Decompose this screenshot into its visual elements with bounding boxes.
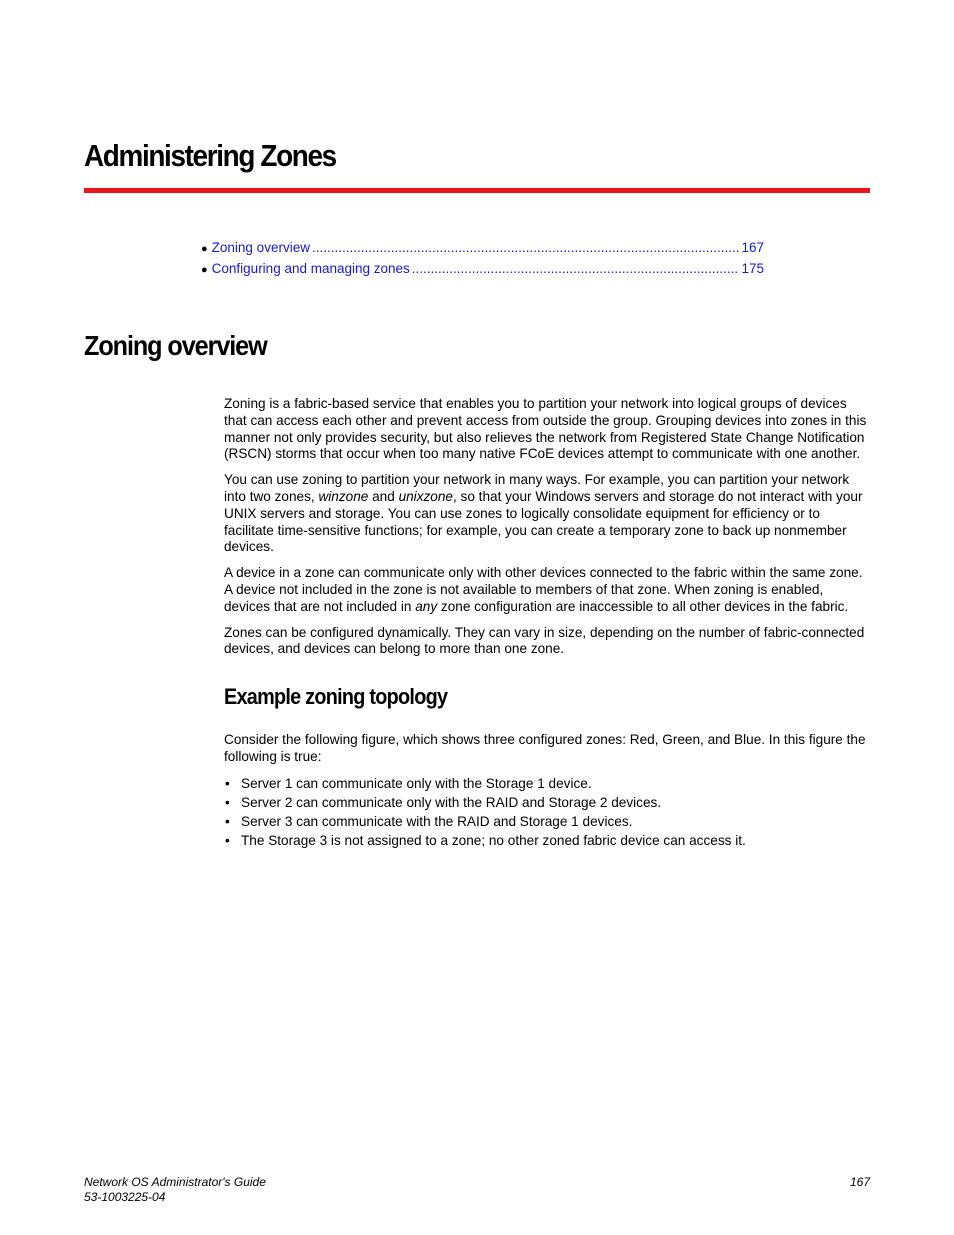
footer-page-number: 167 xyxy=(849,1175,870,1189)
zone-name-winzone: winzone xyxy=(318,488,369,504)
text-run: , so that your Windows servers and storage do not interact with your UNIX servers and storage. You can use zones to logically consolidate equipment for efficiency or to facilitate time-sensitive functions; for example, you can create a temporary zone to back up nonmember devices. xyxy=(224,488,863,555)
footer-guide-title: Network OS Administrator's Guide xyxy=(84,1175,266,1189)
list-item: • Server 3 can communicate with the RAID and Storage 1 devices. xyxy=(224,814,872,833)
toc-entry-configuring-zones[interactable] xyxy=(201,261,764,282)
chapter-divider xyxy=(84,188,870,193)
emphasis-any: any xyxy=(415,598,438,614)
text-run: You can use zoning to partition your network in many ways. For example, you can partition your network into two zones, xyxy=(224,472,850,504)
list-item: • Server 2 can communicate only with the RAID and Storage 2 devices. xyxy=(224,795,872,814)
footer-doc-number: 53-1003225-04 xyxy=(84,1190,166,1204)
bullet-icon: ● xyxy=(201,264,208,276)
body-content xyxy=(224,396,872,852)
text-run: A device in a zone can communicate only with other devices connected to the fabric within the same zone. A device not included in the zone is not available to members of that zone. When zoning is enabled, devices that are not included in xyxy=(224,565,863,614)
toc-leader-dots xyxy=(412,261,740,276)
zone-name-unixzone: unixzone xyxy=(398,488,453,504)
page-footer xyxy=(84,1175,870,1205)
toc-entry-page[interactable]: 175 xyxy=(741,261,764,276)
subsection-title: Example zoning topology xyxy=(224,684,448,710)
toc-entry-label[interactable]: Zoning overview xyxy=(211,240,310,255)
toc-leader-dots xyxy=(312,240,740,255)
paragraph-communication xyxy=(224,565,872,615)
topology-bullet-list xyxy=(224,776,872,852)
paragraph-figure-intro: Consider the following figure, which shows three configured zones: Red, Green, and Blue. In this figure the following is true: xyxy=(224,732,866,764)
bullet-icon: ● xyxy=(201,243,208,255)
toc-entry-zoning-overview[interactable] xyxy=(201,240,764,261)
section-title: Zoning overview xyxy=(84,330,267,361)
text-run: and xyxy=(368,488,399,504)
paragraph-intro: Zoning is a fabric-based service that enables you to partition your network into logical groups of devices that can access each other and prevent access from outside the group. Grouping devices into zones in this manner not only provides security, but also relieves the network from Registered State Change Notification (RSCN) storms that occur when too many native FCoE devices attempt to communicate with one another. xyxy=(224,396,867,462)
toc-entry-label[interactable]: Configuring and managing zones xyxy=(211,261,410,276)
mini-toc xyxy=(201,240,764,282)
chapter-title: Administering Zones xyxy=(84,138,336,173)
toc-entry-page[interactable]: 167 xyxy=(741,240,764,255)
paragraph-partition xyxy=(224,472,872,556)
list-item: • The Storage 3 is not assigned to a zone; no other zoned fabric device can access it. xyxy=(224,833,872,852)
text-run: zone configuration are inaccessible to all other devices in the fabric. xyxy=(437,598,849,614)
paragraph-dynamic: Zones can be configured dynamically. They can vary in size, depending on the number of fabric-connected devices, and devices can belong to more than one zone. xyxy=(224,624,865,657)
list-item: • Server 1 can communicate only with the Storage 1 device. xyxy=(224,776,872,795)
